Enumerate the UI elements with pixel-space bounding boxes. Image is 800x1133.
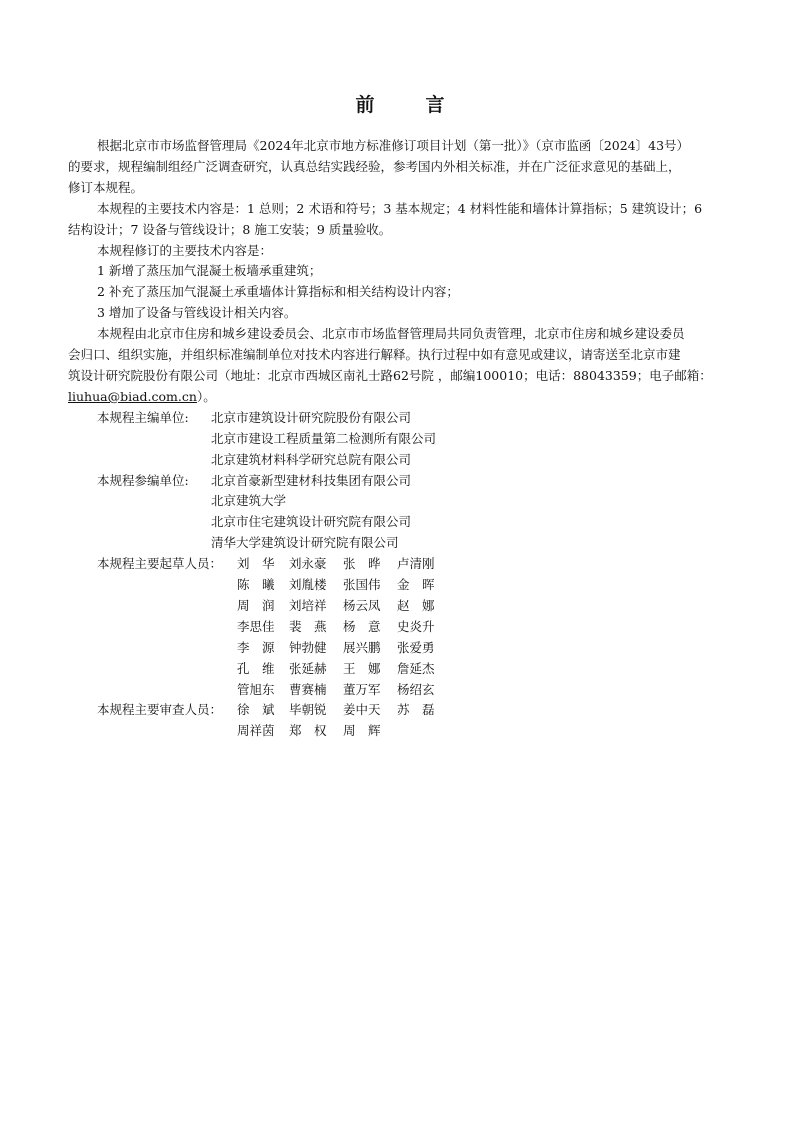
list-item: 3 增加了设备与管线设计相关内容。 bbox=[97, 305, 297, 321]
person-name: 周 辉 bbox=[343, 723, 381, 739]
paragraph-1-line-1: 根据北京市市场监督管理局《2024年北京市地方标准修订项目计划（第一批）》（京市监函〔2024〕43号） bbox=[97, 138, 690, 153]
list-item: 1 新增了蒸压加气混凝土板墙承重建筑； bbox=[97, 263, 322, 279]
participants-orgs bbox=[211, 471, 411, 555]
chief-editor-orgs bbox=[211, 408, 436, 471]
person-name: 刘培祥 bbox=[289, 597, 327, 613]
org-name: 北京建筑大学 bbox=[211, 493, 287, 509]
person-name: 李思佳 bbox=[237, 618, 275, 634]
paragraph-4-line-1: 本规程由北京市住房和城乡建设委员会、北京市市场监督管理局共同负责管理，北京市住房和城乡建设委员 bbox=[97, 326, 685, 342]
person-name: 刘永豪 bbox=[289, 556, 327, 572]
paragraph-4-end: ）。 bbox=[196, 388, 216, 404]
person-name: 杨绍玄 bbox=[397, 681, 435, 697]
person-name: 赵 娜 bbox=[397, 597, 435, 613]
person-name: 史炎升 bbox=[397, 618, 435, 634]
org-name: 北京市建设工程质量第二检测所有限公司 bbox=[211, 430, 437, 446]
person-name: 陈 曦 bbox=[237, 577, 275, 593]
person-name: 卢清刚 bbox=[397, 556, 435, 572]
person-name: 张国伟 bbox=[343, 577, 381, 593]
document-body bbox=[68, 136, 729, 742]
paragraph-3: 本规程修订的主要技术内容是： bbox=[97, 242, 273, 258]
participants-label: 本规程参编单位: bbox=[97, 472, 189, 488]
reviewers-label: 本规程主要审查人员： bbox=[97, 702, 223, 718]
org-name: 北京建筑材料科学研究总院有限公司 bbox=[211, 451, 412, 467]
person-name: 刘胤楼 bbox=[289, 577, 327, 593]
org-name: 北京首豪新型建材科技集团有限公司 bbox=[211, 472, 412, 488]
email-link[interactable]: liuhua@biad.com.cn bbox=[68, 388, 197, 404]
drafters-names bbox=[237, 554, 451, 700]
paragraph-4-line-2: 会归口、组织实施，并组织标准编制单位对技术内容进行解释。执行过程中如有意见或建议，请寄送至北京市建 bbox=[68, 347, 681, 363]
person-name: 姜中天 bbox=[343, 702, 381, 718]
person-name: 张爱勇 bbox=[397, 639, 435, 655]
reviewers-names bbox=[237, 700, 451, 742]
paragraph-4-line-4 bbox=[68, 387, 729, 408]
person-name: 毕朝锐 bbox=[289, 702, 327, 718]
person-name: 李 源 bbox=[237, 639, 275, 655]
person-name: 钟勃健 bbox=[289, 639, 327, 655]
paragraph-4-line-3: 筑设计研究院股份有限公司（地址：北京市西城区南礼士路62号院 ，邮编100010；电话：88043359；电子邮箱： bbox=[68, 367, 712, 383]
chief-editor-section bbox=[97, 408, 729, 471]
org-name: 北京市住宅建筑设计研究院有限公司 bbox=[211, 514, 412, 530]
drafters-label: 本规程主要起草人员： bbox=[97, 556, 223, 572]
person-name: 苏 磊 bbox=[397, 702, 435, 718]
drafters-section bbox=[97, 554, 729, 700]
person-name: 裴 燕 bbox=[289, 618, 327, 634]
paragraph-2-line-1: 本规程的主要技术内容是：1 总则；2 术语和符号；3 基本规定；4 材料性能和墙体计算指标；5 建筑设计；6 bbox=[97, 200, 703, 216]
person-name: 管旭东 bbox=[237, 681, 275, 697]
chief-editor-label: 本规程主编单位: bbox=[97, 409, 189, 425]
paragraph-1-line-3: 修订本规程。 bbox=[68, 179, 144, 195]
person-name: 郑 权 bbox=[289, 723, 327, 739]
person-name: 周 润 bbox=[237, 597, 275, 613]
person-name: 詹延杰 bbox=[397, 660, 435, 676]
org-name: 北京市建筑设计研究院股份有限公司 bbox=[211, 409, 412, 425]
person-name: 杨云凤 bbox=[343, 597, 381, 613]
person-name: 董万军 bbox=[343, 681, 381, 697]
person-name: 展兴鹏 bbox=[343, 639, 381, 655]
person-name: 金 晖 bbox=[397, 577, 435, 593]
reviewers-section bbox=[97, 700, 729, 742]
org-name: 清华大学建筑设计研究院有限公司 bbox=[211, 535, 399, 551]
paragraph-2-line-2: 结构设计；7 设备与管线设计；8 施工安装；9 质量验收。 bbox=[68, 221, 392, 237]
paragraph-1 bbox=[68, 136, 729, 199]
paragraph-4 bbox=[68, 324, 729, 408]
person-name: 刘 华 bbox=[237, 556, 275, 572]
person-name: 孔 维 bbox=[237, 660, 275, 676]
paragraph-1-line-2: 的要求，规程编制组经广泛调查研究，认真总结实践经验，参考国内外相关标准，并在广泛征求意见的基础上， bbox=[68, 158, 681, 174]
person-name: 张 晔 bbox=[343, 556, 381, 572]
person-name: 曹赛楠 bbox=[289, 681, 327, 697]
list-item: 2 补充了蒸压加气混凝土承重墙体计算指标和相关结构设计内容； bbox=[97, 284, 459, 300]
paragraph-2 bbox=[68, 199, 729, 241]
person-name: 杨 意 bbox=[343, 618, 381, 634]
person-name: 徐 斌 bbox=[237, 702, 275, 718]
page-title: 前 言 bbox=[355, 94, 461, 116]
participants-section bbox=[97, 471, 729, 555]
person-name: 王 娜 bbox=[343, 660, 381, 676]
person-name: 周祥茵 bbox=[237, 723, 275, 739]
person-name: 张延赫 bbox=[289, 660, 327, 676]
